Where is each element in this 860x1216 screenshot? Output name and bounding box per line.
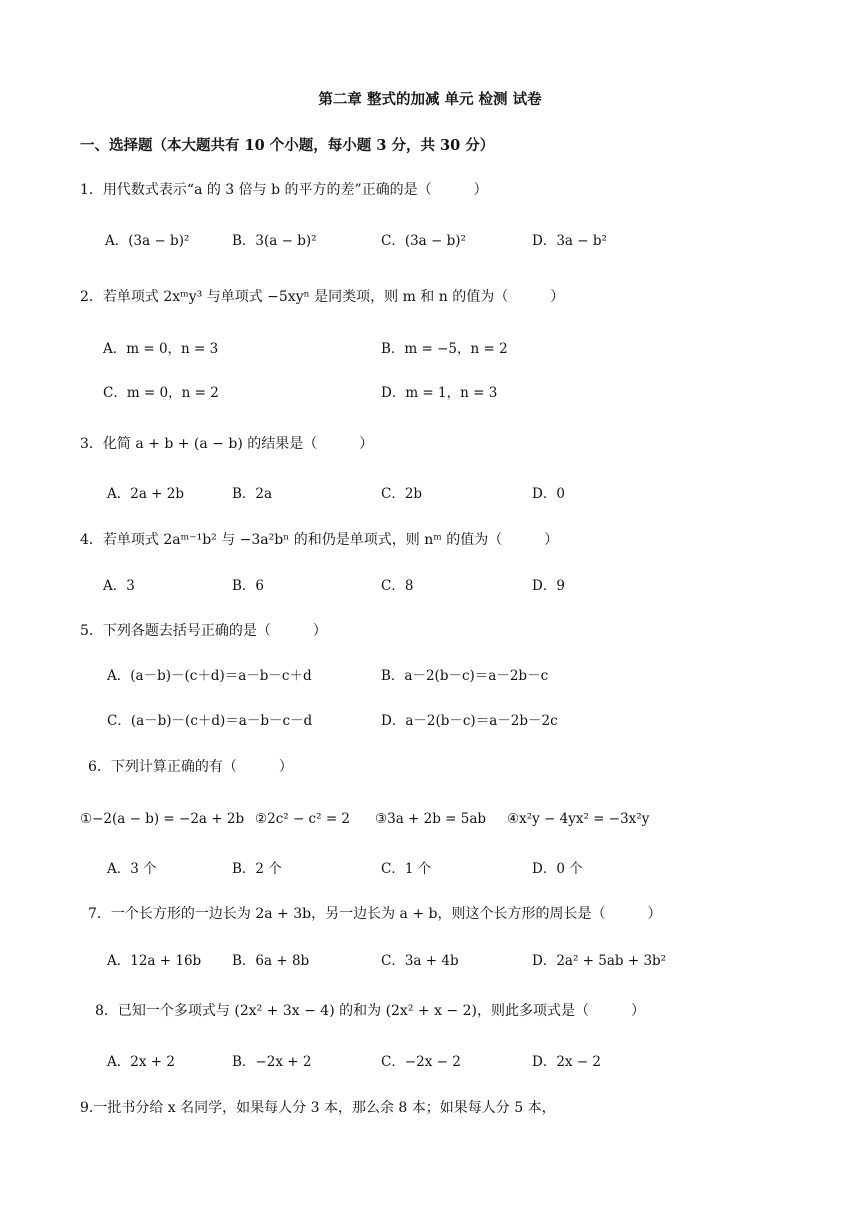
question-7-option-b: B．6a + 8b: [232, 953, 310, 969]
question-6-item-3: ③3a + 2b = 5ab: [375, 811, 487, 827]
section-heading: 一、选择题（本大题共有 10 个小题，每小题 3 分，共 30 分）: [80, 137, 495, 154]
question-4-option-a: A．3: [103, 578, 135, 594]
question-7-option-d: D．2a² + 5ab + 3b²: [532, 953, 667, 969]
question-8-option-c: C．−2x − 2: [381, 1054, 461, 1070]
question-8-option-d: D．2x − 2: [532, 1054, 602, 1070]
question-4-stem: 4．若单项式 2aᵐ⁻¹b² 与 −3a²bⁿ 的和仍是单项式，则 nᵐ 的值为（ ）: [80, 532, 559, 548]
question-3-stem: 3．化简 a + b + (a − b) 的结果是（ ）: [80, 436, 374, 452]
question-6-option-c: C．1 个: [381, 861, 432, 877]
question-6-item-2: ②2c² − c² = 2: [255, 811, 351, 827]
question-2-stem: 2．若单项式 2xᵐy³ 与单项式 −5xyⁿ 是同类项，则 m 和 n 的值为（ ）: [80, 289, 565, 305]
question-8-option-a: A．2x + 2: [107, 1054, 175, 1070]
question-6-option-d: D．0 个: [532, 861, 583, 877]
question-6-item-4: ④x²y − 4yx² = −3x²y: [507, 811, 650, 827]
question-5-option-a: A．(a－b)－(c＋d)＝a－b－c＋d: [107, 668, 312, 684]
question-1-stem: 1．用代数式表示“a 的 3 倍与 b 的平方的差”正确的是（ ）: [80, 182, 488, 198]
question-1-option-b: B．3(a − b)²: [232, 233, 317, 249]
question-8-option-b: B．−2x + 2: [232, 1054, 312, 1070]
question-3-option-d: D．0: [532, 486, 565, 502]
question-3-option-a: A．2a + 2b: [107, 486, 185, 502]
question-8-stem: 8．已知一个多项式与 (2x² + 3x − 4) 的和为 (2x² + x − 2)，则此多项式是（ ）: [95, 1003, 645, 1019]
question-6-option-b: B．2 个: [232, 861, 282, 877]
question-4-option-b: B．6: [232, 578, 265, 594]
question-2-option-a: A．m = 0，n = 3: [103, 341, 219, 357]
question-2-option-b: B．m = −5，n = 2: [381, 341, 508, 357]
question-1-option-d: D．3a − b²: [532, 233, 607, 249]
question-3-option-b: B．2a: [232, 486, 273, 502]
question-7-option-c: C．3a + 4b: [381, 953, 459, 969]
question-4-option-c: C．8: [381, 578, 414, 594]
question-2-option-c: C．m = 0，n = 2: [103, 385, 219, 401]
question-7-option-a: A．12a + 16b: [107, 953, 202, 969]
question-5-option-b: B．a－2(b－c)＝a－2b－c: [381, 668, 549, 684]
question-1-option-c: C．(3a − b)²: [381, 233, 466, 249]
question-6-stem: 6．下列计算正确的有（ ）: [88, 759, 293, 775]
question-5-option-c: C．(a－b)－(c＋d)＝a－b－c－d: [107, 713, 313, 729]
question-4-option-d: D．9: [532, 578, 565, 594]
question-5-option-d: D．a－2(b－c)＝a－2b－2c: [381, 713, 558, 729]
page-title: 第二章 整式的加减 单元 检测 试卷: [318, 91, 542, 108]
question-1-option-a: A．(3a − b)²: [105, 233, 190, 249]
question-9-stem: 9.一批书分给 x 名同学，如果每人分 3 本，那么余 8 本；如果每人分 5 本，: [80, 1100, 556, 1116]
question-2-option-d: D．m = 1，n = 3: [381, 385, 498, 401]
question-6-item-1: ①−2(a − b) = −2a + 2b: [80, 811, 245, 827]
question-7-stem: 7．一个长方形的一边长为 2a + 3b，另一边长为 a + b，则这个长方形的周长是（ ）: [88, 906, 662, 922]
question-6-option-a: A．3 个: [107, 861, 157, 877]
question-5-stem: 5．下列各题去括号正确的是（ ）: [80, 623, 327, 639]
question-3-option-c: C．2b: [381, 486, 423, 502]
